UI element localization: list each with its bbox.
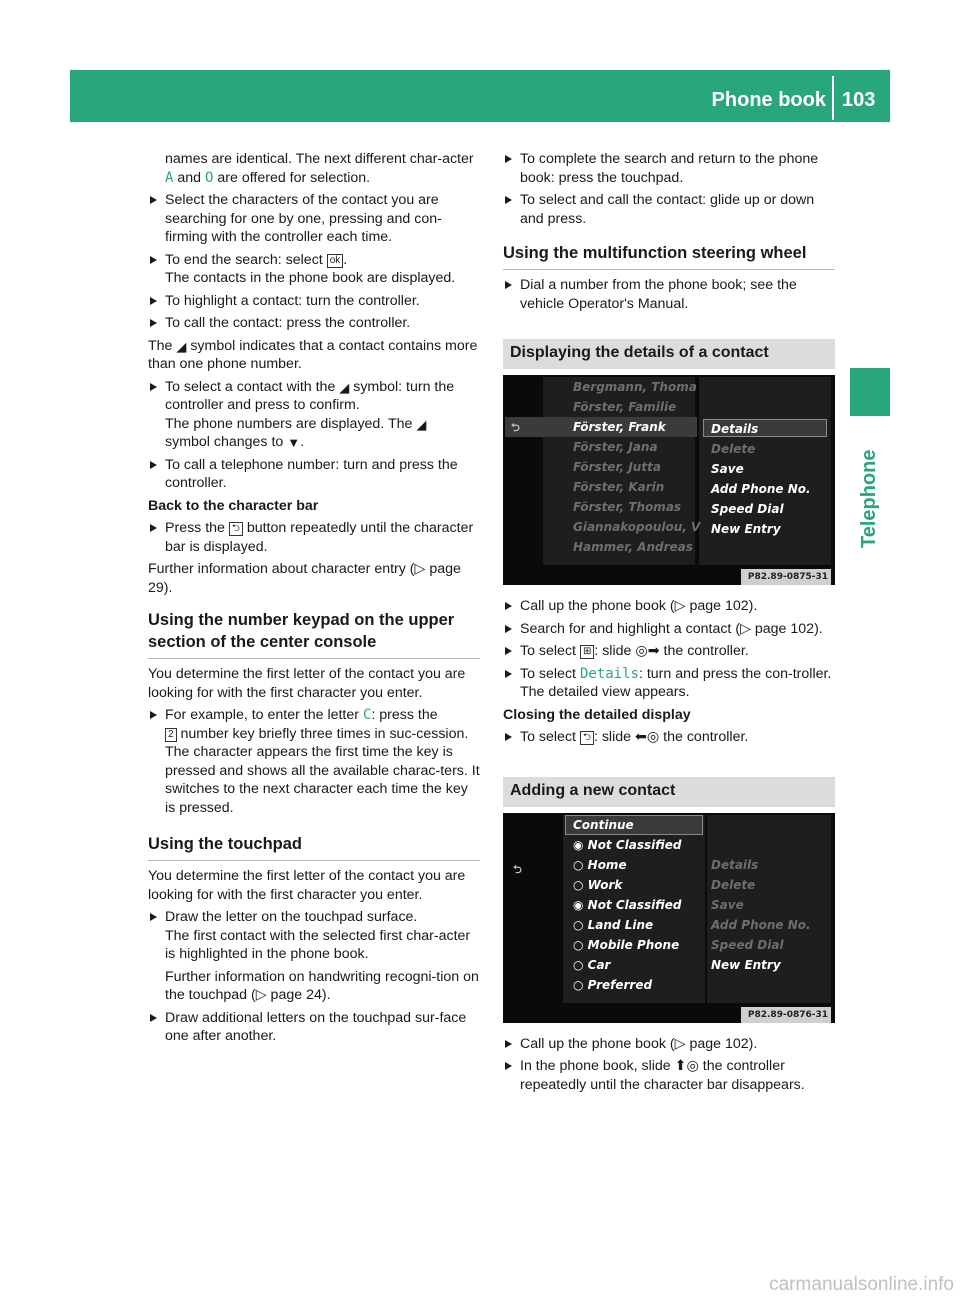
step-call-phonebook-2: Call up the phone book (▷ page 102). [503,1035,835,1054]
category-item: ◉ Not Classified [573,837,682,852]
step-call-phonebook: Call up the phone book (▷ page 102). [503,597,835,616]
page-number: 103 [842,89,876,111]
menu-item: Save [711,897,744,912]
back-icon: ⮌ [511,421,520,434]
contact-list-item: Förster, Karin [573,480,665,494]
category-item: ○ Mobile Phone [573,937,680,952]
multi-number-icon: ◢ [339,379,350,395]
step-close-details: To select ⮌ : slide ⬅◎ the controller. [503,728,835,747]
screenshot-contact-details [503,375,835,585]
contact-list-item: Giannakopoulou, V [573,520,701,534]
mf-heading: Using the multifunction steering wheel [503,242,835,270]
menu-item: Details [711,422,759,436]
page-title: Phone book [711,89,826,111]
back-heading: Back to the character bar [148,497,319,514]
step-call-number: To call a telephone number: turn and press the controller. [148,456,480,493]
step-highlight-contact: To highlight a contact: turn the controller. [148,292,480,311]
figure-code: P82.89-0875-31 [741,569,831,585]
options-icon: ⊞ [580,645,594,659]
contact-list-item: Förster, Frank [573,420,666,434]
category-item: ○ Preferred [573,977,653,992]
step-call-contact: To call the contact: press the controller. [148,314,480,333]
multi-number-note: The ◢ symbol indicates that a contact contains more than one phone number. [148,337,478,372]
step-select-details: To select Details: turn and press the con-troller. The detailed view appears. [503,665,835,702]
menu-item: Delete [711,877,756,892]
category-item: ○ Land Line [573,917,654,932]
back-icon: ⮌ [513,862,522,876]
multi-number-icon: ◢ [176,338,187,354]
letter-c: C [362,707,372,723]
menu-item: Delete [711,442,756,456]
step-back-button: Press the ⮌ button repeatedly until the character bar is displayed. [148,519,480,556]
step-keypad-example: For example, to enter the letter C: press the 2 number key briefly three times in suc-cession. The character appears the first time the key is pressed and shows all the available charac-ters. It switches to the next character each time the key is pressed. [148,706,480,817]
back-icon: ⮌ [580,731,594,745]
keypad-intro: You determine the first letter of the contact you are looking for with the first character you enter. [148,666,466,701]
step-dial-number: Dial a number from the phone book; see the vehicle Operator's Manual. [503,276,835,313]
new-contact-heading: Adding a new contact [503,777,835,807]
multi-number-icon: ◢ [416,416,427,432]
letter-a: A [165,169,174,186]
touchpad-intro: You determine the first letter of the contact you are looking for with the first character you enter. [148,868,466,903]
category-item: ○ Work [573,877,623,892]
step-select-multi-contact: To select a contact with the ◢ symbol: turn the controller and press to confirm. The phone numbers are displayed. The ◢ symbol changes to ▼. [148,378,480,452]
step-select-options: To select ⊞ : slide ◎➡ the controller. [503,642,835,661]
step-end-search: To end the search: select ok . The contacts in the phone book are displayed. [148,251,480,288]
menu-item: Add Phone No. [711,482,811,496]
header-divider [832,76,834,120]
contact-list-item: Förster, Jana [573,440,658,454]
key-2-icon: 2 [165,728,177,742]
screenshot-new-contact [503,813,835,1023]
menu-item: Save [711,462,744,476]
step-search-contact: Search for and highlight a contact (▷ page 102). [503,620,835,639]
contact-list-item: Förster, Jutta [573,460,661,474]
menu-item: New Entry [711,957,781,972]
step-select-call: To select and call the contact: glide up or down and press. [503,191,835,228]
keypad-heading: Using the number keypad on the upper section of the center console [148,609,480,659]
category-item: ○ Car [573,957,611,972]
details-link: Details [579,665,639,682]
left-column [148,150,480,1050]
ok-icon: ok [327,254,344,268]
letter-o: O [205,169,214,186]
menu-item: Add Phone No. [711,917,811,932]
contact-list-item: Förster, Familie [573,400,677,414]
closing-heading: Closing the detailed display [503,706,691,723]
right-column [503,150,835,1098]
intro-paragraph: names are identical. The next different char-acter A and O are offered for selection. [165,151,474,186]
touchpad-heading: Using the touchpad [148,833,480,861]
menu-item: New Entry [711,522,781,536]
category-item: ◉ Not Classified [573,897,682,912]
contact-list-item: Hammer, Andreas [573,540,693,554]
step-slide-controller: In the phone book, slide ⬆◎ the controller repeatedly until the character bar disappears. [503,1057,835,1094]
back-icon: ⮌ [229,522,243,536]
watermark-url: carmanualsonline.info [769,1274,954,1295]
contact-list-item: Förster, Thomas [573,500,682,514]
menu-item: Details [711,857,759,872]
menu-item: Speed Dial [711,502,784,516]
side-tab-label: Telephone [858,449,880,548]
further-info: Further information about character entry (▷ page 29). [148,561,461,596]
category-item: Continue [573,817,634,832]
menu-item: Speed Dial [711,937,784,952]
side-tab-marker [850,368,890,416]
step-draw-letter: Draw the letter on the touchpad surface. The first contact with the selected first char-acter is highlighted in the phone book. Further information on handwriting recogni-tion on the touchpad (▷ page 24). [148,908,480,1005]
contact-list-item: Bergmann, Thoma [573,380,697,394]
step-complete-search: To complete the search and return to the phone book: press the touchpad. [503,150,835,187]
details-heading: Displaying the details of a contact [503,339,835,369]
figure-code: P82.89-0876-31 [741,1007,831,1023]
step-select-characters: Select the characters of the contact you are searching for one by one, pressing and con-firming with the controller each time. [148,191,480,247]
step-draw-additional: Draw additional letters on the touchpad sur-face one after another. [148,1009,480,1046]
expanded-icon: ▼ [287,435,301,450]
category-item: ○ Home [573,857,627,872]
